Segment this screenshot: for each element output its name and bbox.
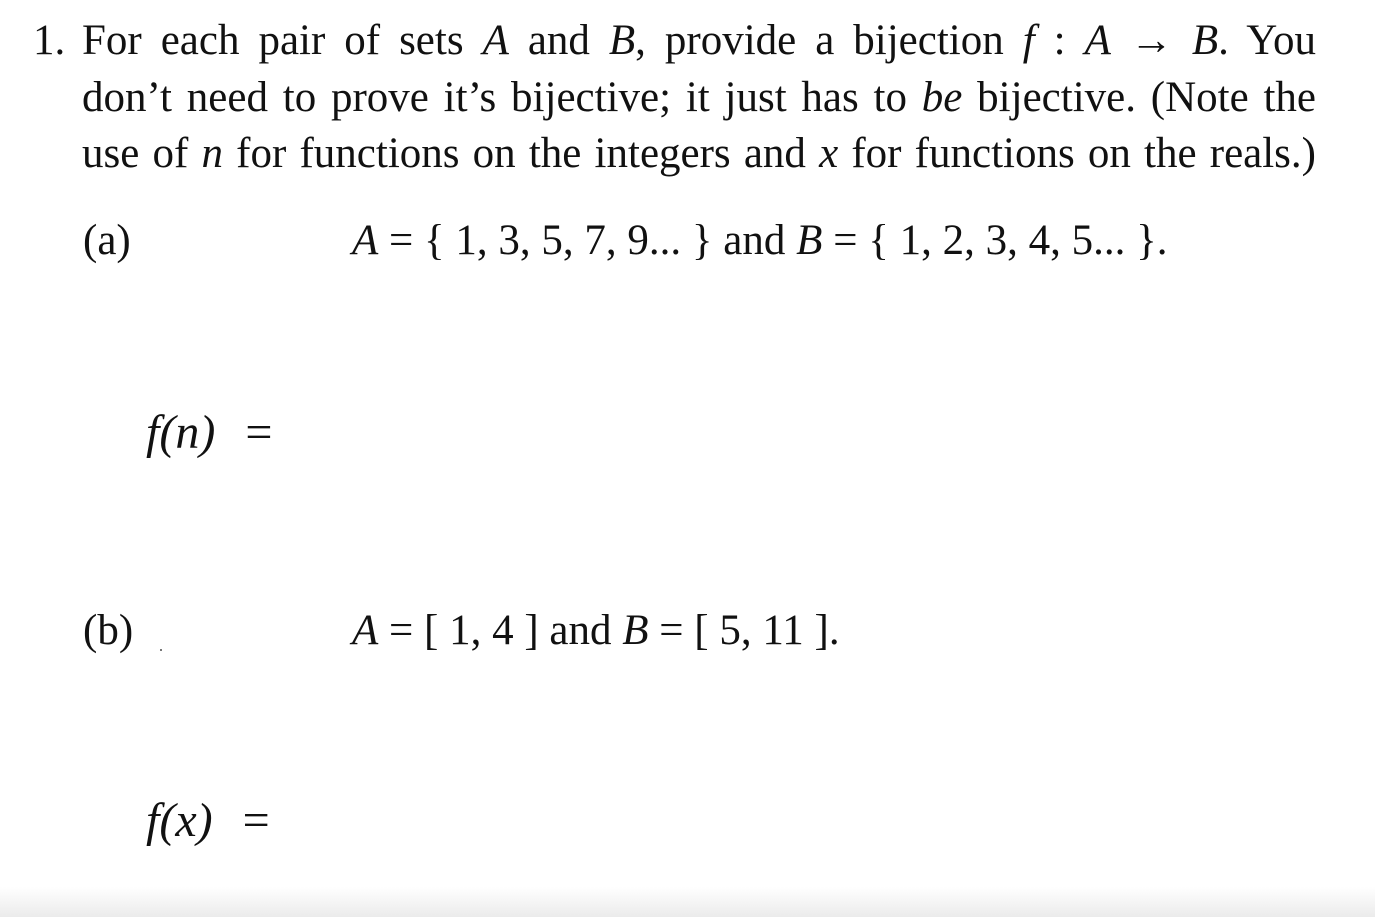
variable-a: A xyxy=(1084,17,1111,64)
variable-a: A xyxy=(482,17,509,64)
set-b-definition: = { 1, 2, 3, 4, 5... }. xyxy=(822,217,1168,264)
statement-text: use of xyxy=(82,130,202,177)
stray-dot xyxy=(160,649,162,651)
page-bottom-fade xyxy=(0,887,1375,917)
emphasis-text: be xyxy=(921,74,963,121)
statement-text: : xyxy=(1034,17,1085,64)
statement-text: For each pair of sets xyxy=(82,17,483,64)
variable-b: B xyxy=(608,17,636,64)
set-a-definition: = [ 1, 4 ] and xyxy=(378,607,623,654)
function-lhs: f(n) xyxy=(146,406,216,459)
statement-text: , provide a bijection xyxy=(635,17,1023,64)
variable-x: x xyxy=(819,130,839,177)
statement-text: and xyxy=(508,17,609,64)
equals-sign: = xyxy=(242,794,270,847)
variable-f: f xyxy=(1022,17,1035,64)
variable-n: n xyxy=(201,130,223,177)
part-b-sets xyxy=(352,603,840,659)
set-a-variable: A xyxy=(352,607,379,654)
function-lhs: f(x) xyxy=(146,794,213,847)
set-a-variable: A xyxy=(352,217,379,264)
statement-text: bijective. (Note the xyxy=(962,74,1316,121)
part-a-label: (a) xyxy=(83,217,131,264)
problem-statement-line-1 xyxy=(82,13,1316,69)
part-b-function xyxy=(146,791,270,851)
part-a-sets xyxy=(352,213,1167,269)
problem-statement-line-3 xyxy=(82,126,1316,182)
statement-text: for functions on the integers and xyxy=(222,130,820,177)
statement-text: . You xyxy=(1218,17,1317,64)
variable-b: B xyxy=(1191,17,1219,64)
set-a-definition: = { 1, 3, 5, 7, 9... } and xyxy=(378,217,797,264)
part-b-label: (b) xyxy=(83,607,134,654)
arrow-symbol: → xyxy=(1110,17,1192,64)
set-b-variable: B xyxy=(796,217,823,264)
part-a-function xyxy=(146,403,272,463)
problem-number: 1. xyxy=(33,17,66,64)
problem-statement-line-2 xyxy=(82,70,1316,126)
equals-sign: = xyxy=(245,406,273,459)
set-b-variable: B xyxy=(622,607,649,654)
statement-text: don’t need to prove it’s bijective; it just has to xyxy=(82,74,922,121)
set-b-definition: = [ 5, 11 ]. xyxy=(648,607,840,654)
statement-text: for functions on the reals.) xyxy=(838,130,1316,177)
